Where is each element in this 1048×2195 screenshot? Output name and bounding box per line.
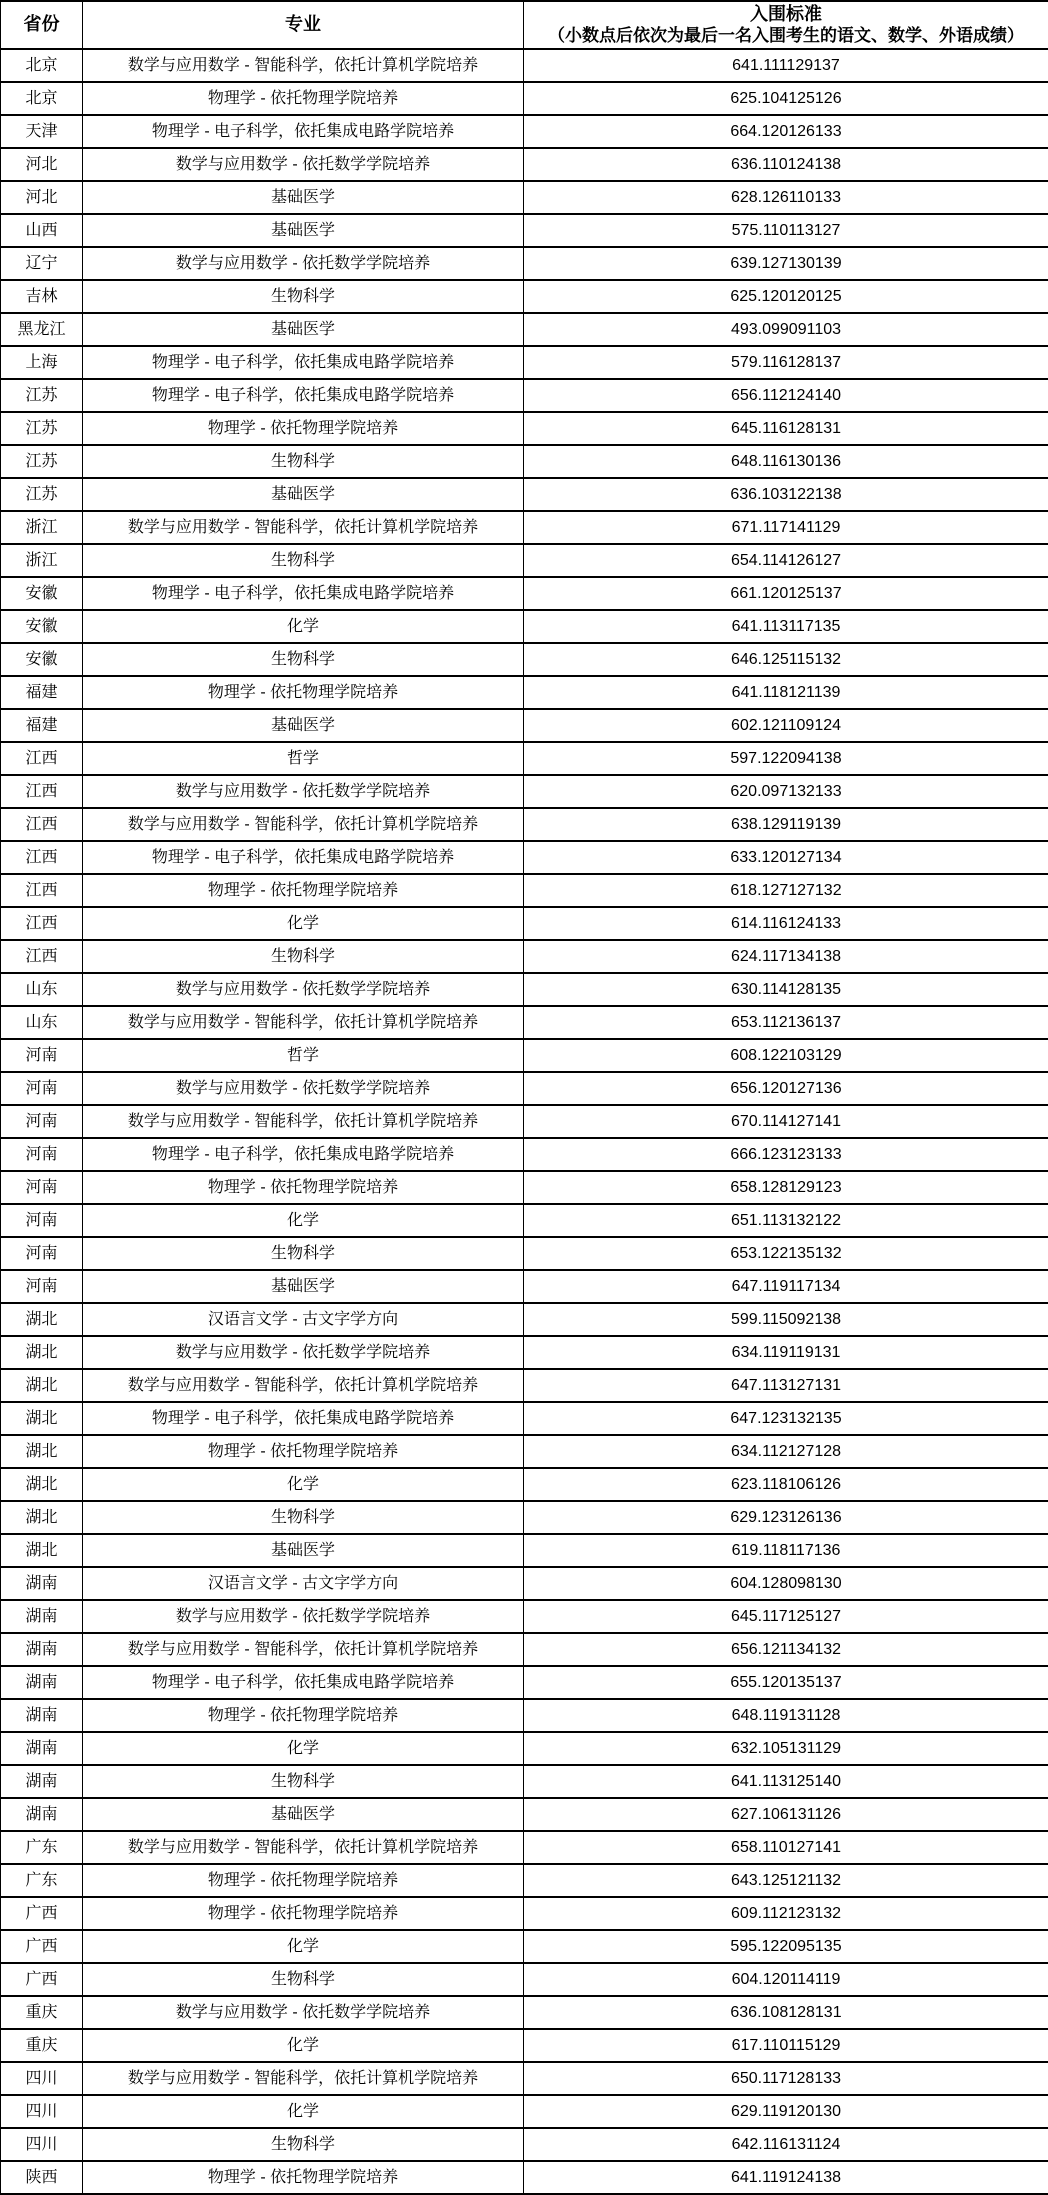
province-cell: 广西 (1, 1963, 83, 1996)
table-row (1, 808, 1048, 841)
province-cell: 河南 (1, 1171, 83, 1204)
major-cell: 化学 (83, 610, 524, 643)
score-cell: 634.119119131 (524, 1336, 1048, 1369)
table-header (1, 1, 1048, 49)
province-cell: 福建 (1, 676, 83, 709)
score-cell: 658.110127141 (524, 1831, 1048, 1864)
major-cell: 数学与应用数学 - 依托数学学院培养 (83, 973, 524, 1006)
score-cell: 656.121134132 (524, 1633, 1048, 1666)
province-cell: 北京 (1, 82, 83, 115)
table-row (1, 346, 1048, 379)
table-row (1, 907, 1048, 940)
score-cell: 655.120135137 (524, 1666, 1048, 1699)
table-row (1, 1930, 1048, 1963)
table-row (1, 709, 1048, 742)
score-cell: 609.112123132 (524, 1897, 1048, 1930)
province-cell: 河北 (1, 181, 83, 214)
province-cell: 广东 (1, 1864, 83, 1897)
major-cell: 物理学 - 依托物理学院培养 (83, 2161, 524, 2194)
table-row (1, 1996, 1048, 2029)
score-cell: 625.120120125 (524, 280, 1048, 313)
province-cell: 江西 (1, 808, 83, 841)
table-row (1, 1072, 1048, 1105)
province-cell: 湖北 (1, 1435, 83, 1468)
score-cell: 634.112127128 (524, 1435, 1048, 1468)
province-cell: 湖南 (1, 1633, 83, 1666)
major-cell: 数学与应用数学 - 智能科学，依托计算机学院培养 (83, 808, 524, 841)
score-cell: 628.126110133 (524, 181, 1048, 214)
table-body (1, 49, 1048, 2194)
score-cell: 651.113132122 (524, 1204, 1048, 1237)
major-cell: 汉语言文学 - 古文字学方向 (83, 1567, 524, 1600)
province-cell: 安徽 (1, 577, 83, 610)
table-row (1, 379, 1048, 412)
major-cell: 生物科学 (83, 940, 524, 973)
header-standard-subtitle: （小数点后依次为最后一名入围考生的语文、数学、外语成绩） (526, 26, 1046, 46)
table-row (1, 1303, 1048, 1336)
major-cell: 物理学 - 电子科学，依托集成电路学院培养 (83, 379, 524, 412)
table-row (1, 214, 1048, 247)
major-cell: 化学 (83, 1468, 524, 1501)
major-cell: 生物科学 (83, 1237, 524, 1270)
province-cell: 湖南 (1, 1666, 83, 1699)
province-cell: 江苏 (1, 445, 83, 478)
score-cell: 646.125115132 (524, 643, 1048, 676)
major-cell: 数学与应用数学 - 依托数学学院培养 (83, 1996, 524, 2029)
major-cell: 哲学 (83, 742, 524, 775)
table-row (1, 1831, 1048, 1864)
province-cell: 重庆 (1, 2029, 83, 2062)
score-cell: 629.119120130 (524, 2095, 1048, 2128)
table-row (1, 2128, 1048, 2161)
province-cell: 江西 (1, 940, 83, 973)
score-cell: 617.110115129 (524, 2029, 1048, 2062)
province-cell: 江西 (1, 907, 83, 940)
province-cell: 湖北 (1, 1369, 83, 1402)
major-cell: 生物科学 (83, 445, 524, 478)
table-row (1, 478, 1048, 511)
major-cell: 基础医学 (83, 1798, 524, 1831)
major-cell: 物理学 - 电子科学，依托集成电路学院培养 (83, 1666, 524, 1699)
score-cell: 642.116131124 (524, 2128, 1048, 2161)
score-cell: 636.103122138 (524, 478, 1048, 511)
score-cell: 670.114127141 (524, 1105, 1048, 1138)
major-cell: 数学与应用数学 - 依托数学学院培养 (83, 1072, 524, 1105)
major-cell: 数学与应用数学 - 智能科学，依托计算机学院培养 (83, 49, 524, 82)
score-cell: 599.115092138 (524, 1303, 1048, 1336)
major-cell: 数学与应用数学 - 依托数学学院培养 (83, 775, 524, 808)
major-cell: 数学与应用数学 - 智能科学，依托计算机学院培养 (83, 1633, 524, 1666)
score-cell: 614.116124133 (524, 907, 1048, 940)
province-cell: 辽宁 (1, 247, 83, 280)
score-cell: 632.105131129 (524, 1732, 1048, 1765)
table-row (1, 2062, 1048, 2095)
table-row (1, 742, 1048, 775)
header-standard (524, 1, 1048, 49)
province-cell: 河南 (1, 1204, 83, 1237)
header-province: 省份 (1, 1, 83, 49)
score-cell: 604.128098130 (524, 1567, 1048, 1600)
table-row (1, 313, 1048, 346)
table-row (1, 1105, 1048, 1138)
province-cell: 湖南 (1, 1567, 83, 1600)
score-cell: 654.114126127 (524, 544, 1048, 577)
table-row (1, 676, 1048, 709)
table-row (1, 1237, 1048, 1270)
table-row (1, 1435, 1048, 1468)
header-row (1, 1, 1048, 49)
table-row (1, 247, 1048, 280)
score-cell: 625.104125126 (524, 82, 1048, 115)
score-cell: 641.113125140 (524, 1765, 1048, 1798)
table-row (1, 1006, 1048, 1039)
major-cell: 生物科学 (83, 1765, 524, 1798)
table-row (1, 1369, 1048, 1402)
score-cell: 641.118121139 (524, 676, 1048, 709)
table-row (1, 1963, 1048, 1996)
table-row (1, 1798, 1048, 1831)
major-cell: 数学与应用数学 - 智能科学，依托计算机学院培养 (83, 511, 524, 544)
major-cell: 数学与应用数学 - 依托数学学院培养 (83, 148, 524, 181)
table-row (1, 1897, 1048, 1930)
province-cell: 河南 (1, 1270, 83, 1303)
table-row (1, 1039, 1048, 1072)
score-cell: 493.099091103 (524, 313, 1048, 346)
major-cell: 基础医学 (83, 1270, 524, 1303)
province-cell: 山西 (1, 214, 83, 247)
score-cell: 641.119124138 (524, 2161, 1048, 2194)
table-row (1, 1270, 1048, 1303)
major-cell: 物理学 - 依托物理学院培养 (83, 874, 524, 907)
score-cell: 608.122103129 (524, 1039, 1048, 1072)
table-row (1, 280, 1048, 313)
table-row (1, 445, 1048, 478)
major-cell: 化学 (83, 1204, 524, 1237)
score-cell: 633.120127134 (524, 841, 1048, 874)
major-cell: 数学与应用数学 - 智能科学，依托计算机学院培养 (83, 1369, 524, 1402)
major-cell: 物理学 - 依托物理学院培养 (83, 82, 524, 115)
score-cell: 643.125121132 (524, 1864, 1048, 1897)
score-cell: 647.119117134 (524, 1270, 1048, 1303)
major-cell: 汉语言文学 - 古文字学方向 (83, 1303, 524, 1336)
major-cell: 基础医学 (83, 214, 524, 247)
province-cell: 北京 (1, 49, 83, 82)
province-cell: 上海 (1, 346, 83, 379)
province-cell: 湖南 (1, 1765, 83, 1798)
major-cell: 数学与应用数学 - 依托数学学院培养 (83, 247, 524, 280)
table-row (1, 1138, 1048, 1171)
table-row (1, 643, 1048, 676)
province-cell: 陕西 (1, 2161, 83, 2194)
major-cell: 生物科学 (83, 643, 524, 676)
table-row (1, 1171, 1048, 1204)
table-row (1, 1699, 1048, 1732)
score-cell: 653.112136137 (524, 1006, 1048, 1039)
province-cell: 浙江 (1, 544, 83, 577)
table-row (1, 181, 1048, 214)
province-cell: 广西 (1, 1930, 83, 1963)
major-cell: 生物科学 (83, 1963, 524, 1996)
major-cell: 基础医学 (83, 478, 524, 511)
score-cell: 624.117134138 (524, 940, 1048, 973)
major-cell: 基础医学 (83, 709, 524, 742)
major-cell: 生物科学 (83, 1501, 524, 1534)
table-row (1, 412, 1048, 445)
score-cell: 595.122095135 (524, 1930, 1048, 1963)
province-cell: 湖北 (1, 1303, 83, 1336)
table-row (1, 874, 1048, 907)
major-cell: 数学与应用数学 - 智能科学，依托计算机学院培养 (83, 1105, 524, 1138)
province-cell: 江西 (1, 742, 83, 775)
table-row (1, 115, 1048, 148)
province-cell: 天津 (1, 115, 83, 148)
table-row (1, 82, 1048, 115)
score-cell: 638.129119139 (524, 808, 1048, 841)
table-row (1, 49, 1048, 82)
major-cell: 物理学 - 电子科学，依托集成电路学院培养 (83, 1402, 524, 1435)
table-row (1, 511, 1048, 544)
score-cell: 666.123123133 (524, 1138, 1048, 1171)
major-cell: 物理学 - 依托物理学院培养 (83, 676, 524, 709)
major-cell: 数学与应用数学 - 智能科学，依托计算机学院培养 (83, 1831, 524, 1864)
table-row (1, 1501, 1048, 1534)
province-cell: 广东 (1, 1831, 83, 1864)
table-row (1, 940, 1048, 973)
table-row (1, 1765, 1048, 1798)
table-row (1, 2029, 1048, 2062)
score-cell: 623.118106126 (524, 1468, 1048, 1501)
province-cell: 江苏 (1, 379, 83, 412)
major-cell: 化学 (83, 2029, 524, 2062)
score-cell: 636.110124138 (524, 148, 1048, 181)
major-cell: 物理学 - 电子科学，依托集成电路学院培养 (83, 1138, 524, 1171)
major-cell: 物理学 - 依托物理学院培养 (83, 1171, 524, 1204)
major-cell: 物理学 - 依托物理学院培养 (83, 1864, 524, 1897)
province-cell: 江西 (1, 841, 83, 874)
score-cell: 650.117128133 (524, 2062, 1048, 2095)
major-cell: 物理学 - 依托物理学院培养 (83, 1897, 524, 1930)
table-row (1, 1468, 1048, 1501)
table-row (1, 1600, 1048, 1633)
score-cell: 630.114128135 (524, 973, 1048, 1006)
major-cell: 基础医学 (83, 181, 524, 214)
major-cell: 化学 (83, 1930, 524, 1963)
table-row (1, 973, 1048, 1006)
score-cell: 647.113127131 (524, 1369, 1048, 1402)
score-cell: 641.111129137 (524, 49, 1048, 82)
province-cell: 山东 (1, 1006, 83, 1039)
major-cell: 数学与应用数学 - 智能科学，依托计算机学院培养 (83, 1006, 524, 1039)
score-cell: 579.116128137 (524, 346, 1048, 379)
table-row (1, 1633, 1048, 1666)
score-cell: 671.117141129 (524, 511, 1048, 544)
table-row (1, 610, 1048, 643)
header-standard-title: 入围标准 (526, 4, 1046, 26)
table-row (1, 577, 1048, 610)
score-cell: 645.116128131 (524, 412, 1048, 445)
score-cell: 636.108128131 (524, 1996, 1048, 2029)
header-major: 专业 (83, 1, 524, 49)
province-cell: 湖北 (1, 1468, 83, 1501)
province-cell: 四川 (1, 2095, 83, 2128)
table-row (1, 2095, 1048, 2128)
score-cell: 597.122094138 (524, 742, 1048, 775)
province-cell: 江苏 (1, 478, 83, 511)
major-cell: 物理学 - 电子科学，依托集成电路学院培养 (83, 841, 524, 874)
province-cell: 安徽 (1, 610, 83, 643)
score-cell: 620.097132133 (524, 775, 1048, 808)
major-cell: 物理学 - 电子科学，依托集成电路学院培养 (83, 577, 524, 610)
province-cell: 江苏 (1, 412, 83, 445)
table-row (1, 1732, 1048, 1765)
table-row (1, 1567, 1048, 1600)
major-cell: 基础医学 (83, 313, 524, 346)
table-row (1, 1534, 1048, 1567)
score-cell: 664.120126133 (524, 115, 1048, 148)
major-cell: 生物科学 (83, 280, 524, 313)
province-cell: 福建 (1, 709, 83, 742)
table-row (1, 841, 1048, 874)
province-cell: 湖南 (1, 1600, 83, 1633)
score-cell: 575.110113127 (524, 214, 1048, 247)
major-cell: 物理学 - 依托物理学院培养 (83, 1699, 524, 1732)
score-cell: 618.127127132 (524, 874, 1048, 907)
table-row (1, 1666, 1048, 1699)
major-cell: 物理学 - 依托物理学院培养 (83, 412, 524, 445)
province-cell: 重庆 (1, 1996, 83, 2029)
score-cell: 641.113117135 (524, 610, 1048, 643)
province-cell: 四川 (1, 2128, 83, 2161)
province-cell: 河南 (1, 1138, 83, 1171)
province-cell: 江西 (1, 775, 83, 808)
score-cell: 648.116130136 (524, 445, 1048, 478)
score-cell: 619.118117136 (524, 1534, 1048, 1567)
province-cell: 湖南 (1, 1798, 83, 1831)
province-cell: 河南 (1, 1237, 83, 1270)
table-row (1, 775, 1048, 808)
table-row (1, 544, 1048, 577)
major-cell: 化学 (83, 907, 524, 940)
score-cell: 647.123132135 (524, 1402, 1048, 1435)
score-cell: 661.120125137 (524, 577, 1048, 610)
score-cell: 656.112124140 (524, 379, 1048, 412)
province-cell: 湖南 (1, 1699, 83, 1732)
province-cell: 湖北 (1, 1336, 83, 1369)
province-cell: 四川 (1, 2062, 83, 2095)
score-cell: 639.127130139 (524, 247, 1048, 280)
province-cell: 湖北 (1, 1402, 83, 1435)
score-cell: 602.121109124 (524, 709, 1048, 742)
table-row (1, 1204, 1048, 1237)
score-cell: 656.120127136 (524, 1072, 1048, 1105)
province-cell: 河南 (1, 1039, 83, 1072)
province-cell: 黑龙江 (1, 313, 83, 346)
score-cell: 658.128129123 (524, 1171, 1048, 1204)
score-cell: 629.123126136 (524, 1501, 1048, 1534)
score-cell: 645.117125127 (524, 1600, 1048, 1633)
major-cell: 基础医学 (83, 1534, 524, 1567)
province-cell: 江西 (1, 874, 83, 907)
province-cell: 河南 (1, 1072, 83, 1105)
major-cell: 数学与应用数学 - 智能科学，依托计算机学院培养 (83, 2062, 524, 2095)
province-cell: 湖北 (1, 1534, 83, 1567)
province-cell: 山东 (1, 973, 83, 1006)
table-row (1, 1336, 1048, 1369)
province-cell: 湖南 (1, 1732, 83, 1765)
table-row (1, 148, 1048, 181)
province-cell: 河北 (1, 148, 83, 181)
province-cell: 广西 (1, 1897, 83, 1930)
major-cell: 数学与应用数学 - 依托数学学院培养 (83, 1600, 524, 1633)
major-cell: 物理学 - 依托物理学院培养 (83, 1435, 524, 1468)
table-row (1, 2161, 1048, 2194)
score-cell: 648.119131128 (524, 1699, 1048, 1732)
province-cell: 吉林 (1, 280, 83, 313)
major-cell: 数学与应用数学 - 依托数学学院培养 (83, 1336, 524, 1369)
major-cell: 哲学 (83, 1039, 524, 1072)
score-cell: 653.122135132 (524, 1237, 1048, 1270)
province-cell: 河南 (1, 1105, 83, 1138)
province-cell: 安徽 (1, 643, 83, 676)
table-row (1, 1864, 1048, 1897)
table-row (1, 1402, 1048, 1435)
major-cell: 物理学 - 电子科学，依托集成电路学院培养 (83, 346, 524, 379)
score-cell: 604.120114119 (524, 1963, 1048, 1996)
score-cell: 627.106131126 (524, 1798, 1048, 1831)
province-cell: 浙江 (1, 511, 83, 544)
major-cell: 生物科学 (83, 544, 524, 577)
major-cell: 化学 (83, 2095, 524, 2128)
major-cell: 生物科学 (83, 2128, 524, 2161)
province-cell: 湖北 (1, 1501, 83, 1534)
major-cell: 物理学 - 电子科学，依托集成电路学院培养 (83, 115, 524, 148)
major-cell: 化学 (83, 1732, 524, 1765)
